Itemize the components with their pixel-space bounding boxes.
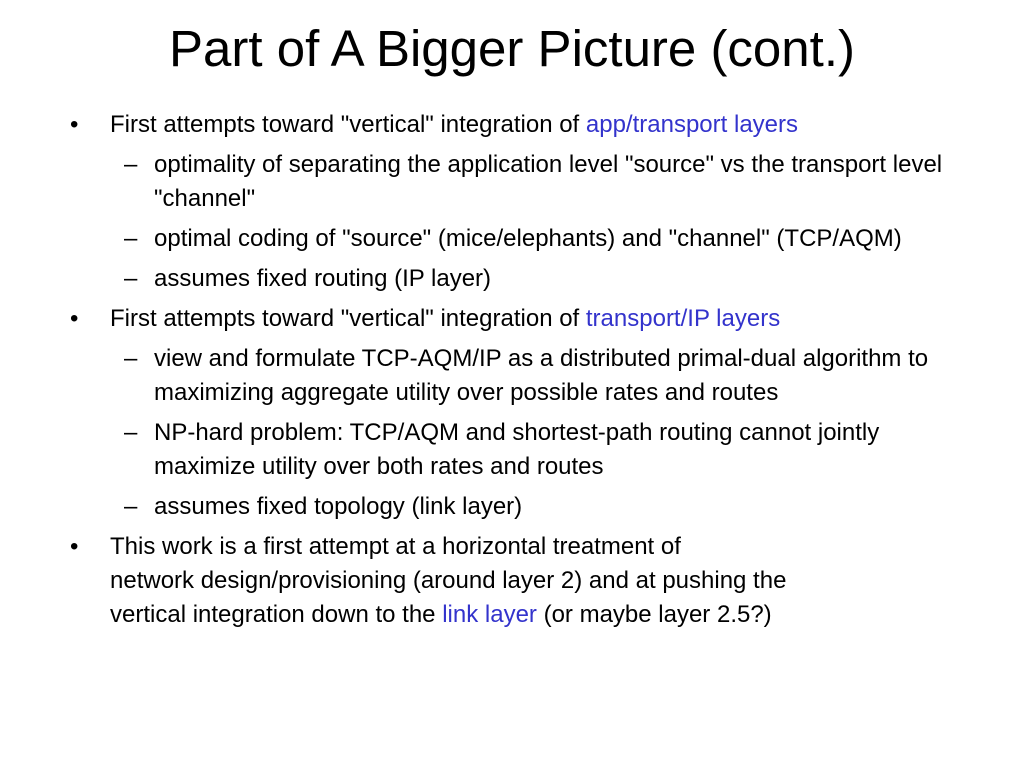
transport-ip-layers-link[interactable]: transport/IP layers bbox=[585, 305, 781, 332]
sub-bullet-optimality bbox=[0, 148, 1024, 216]
bullet-line-3: vertical integration down to the bbox=[110, 601, 443, 628]
bullet-line-2: network design/provisioning (around layer 2) and at pushing the bbox=[110, 567, 787, 594]
sub-bullet-marker: – bbox=[124, 419, 138, 446]
sub-bullet-marker: – bbox=[124, 225, 138, 252]
bullet-text: First attempts toward "vertical" integration of bbox=[110, 305, 586, 332]
sub-bullet-np-hard bbox=[0, 416, 1024, 484]
sub-bullet-marker: – bbox=[124, 493, 138, 520]
sub-bullet-text: optimal coding of "source" (mice/elephants) and "channel" (TCP/AQM) bbox=[154, 225, 902, 252]
slide-body bbox=[0, 108, 1024, 638]
sub-bullet-text: assumes fixed routing (IP layer) bbox=[154, 265, 492, 292]
sub-bullet-text: NP-hard problem: TCP/AQM and shortest-path routing cannot jointly maximize utility over both rates and routes bbox=[154, 419, 880, 480]
bullet-transport-ip-integration bbox=[0, 302, 1024, 336]
sub-bullet-marker: – bbox=[124, 345, 138, 372]
bullet-horizontal-treatment bbox=[0, 530, 1024, 632]
sub-bullet-fixed-topology bbox=[0, 490, 1024, 524]
bullet-marker: • bbox=[70, 533, 79, 560]
sub-bullet-marker: – bbox=[124, 265, 138, 292]
slide-title: Part of A Bigger Picture (cont.) bbox=[169, 20, 855, 77]
sub-bullet-marker: – bbox=[124, 151, 138, 178]
link-layer-link[interactable]: link layer bbox=[442, 601, 537, 628]
sub-bullet-fixed-routing bbox=[0, 262, 1024, 296]
bullet-text: First attempts toward "vertical" integration of bbox=[110, 111, 586, 138]
sub-bullet-text: optimality of separating the application level "source" vs the transport level "channel" bbox=[154, 151, 943, 212]
bullet-marker: • bbox=[70, 305, 79, 332]
bullet-marker: • bbox=[70, 111, 79, 138]
bullet-line-3-end: (or maybe layer 2.5?) bbox=[536, 601, 772, 628]
bullet-app-transport-integration bbox=[0, 108, 1024, 142]
sub-bullet-text: assumes fixed topology (link layer) bbox=[154, 493, 523, 520]
sub-bullet-primal-dual bbox=[0, 342, 1024, 410]
sub-bullet-optimal-coding bbox=[0, 222, 1024, 256]
app-transport-layers-link[interactable]: app/transport layers bbox=[585, 111, 798, 138]
sub-bullet-text: view and formulate TCP-AQM/IP as a distributed primal-dual algorithm to maximizing aggregate utility over possible rates and routes bbox=[154, 345, 929, 406]
bullet-line-1: This work is a first attempt at a horizontal treatment of bbox=[110, 533, 681, 560]
